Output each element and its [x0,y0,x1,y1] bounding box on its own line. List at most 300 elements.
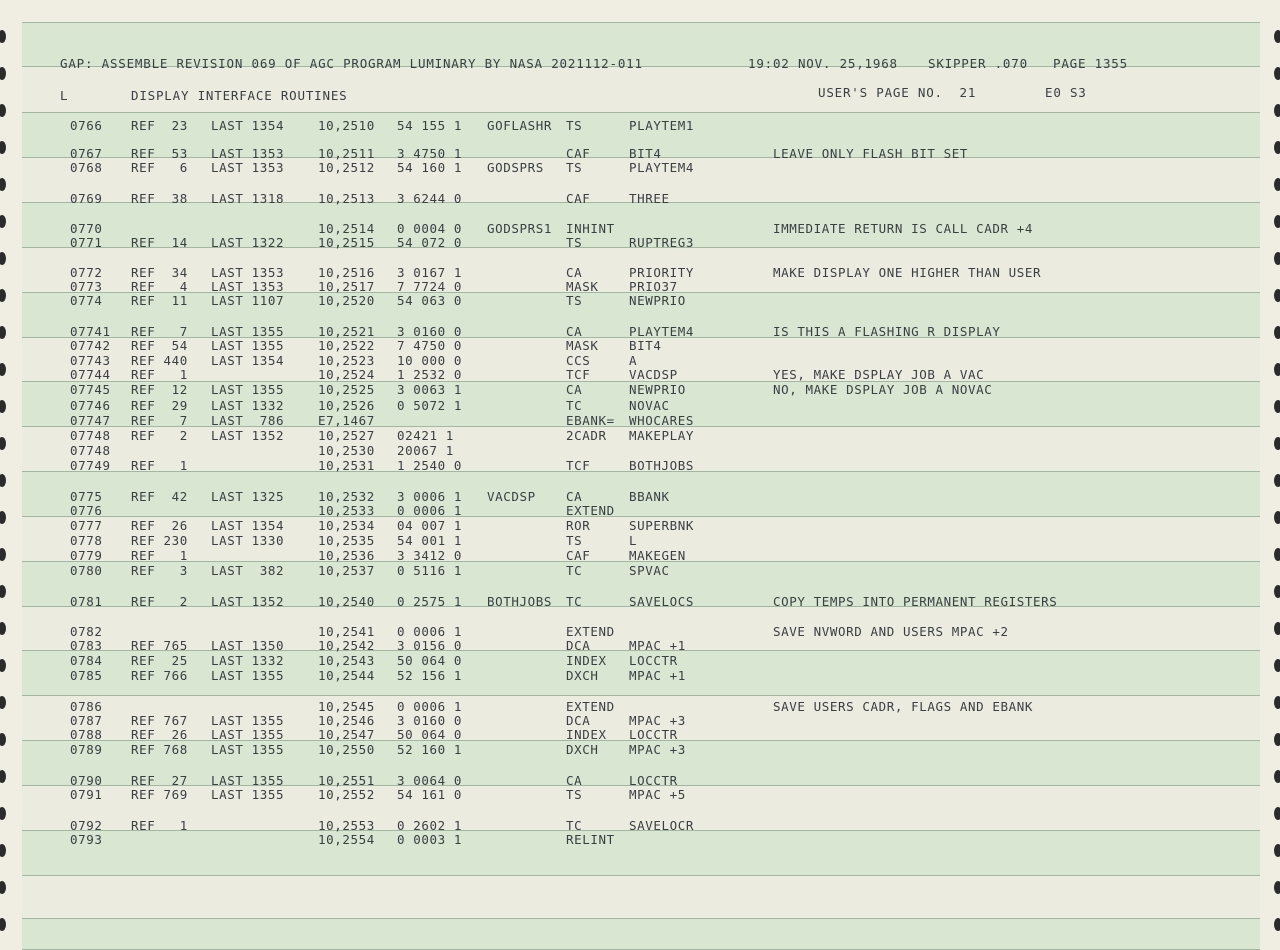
address: 10,2550 [318,742,375,757]
object-code: 0 0004 0 [397,221,463,236]
opcode: TC [566,594,583,609]
last-ref: LAST 1318 [211,191,285,206]
listing-row [0,192,1280,206]
object-code: 50 064 0 [397,727,463,742]
operand: MPAC +1 [629,668,686,683]
object-code: 3 0064 0 [397,773,463,788]
last-ref: LAST 1353 [211,146,285,161]
listing-skipper: SKIPPER .070 [928,56,1028,71]
feed-hole [1274,30,1280,43]
opcode: TS [566,787,583,802]
feed-hole [1274,67,1280,80]
feed-hole [1274,178,1280,191]
listing-row [0,700,1280,714]
opcode: CCS [566,353,591,368]
address: 10,2512 [318,160,375,175]
opcode: TC [566,818,583,833]
address: 10,2511 [318,146,375,161]
opcode: DCA [566,638,591,653]
address: 10,2522 [318,338,375,353]
address: 10,2513 [318,191,375,206]
listing-row [0,429,1280,443]
line-number: 07748 [70,443,111,458]
line-number: 0767 [70,146,103,161]
operand: BOTHJOBS [629,458,695,473]
line-number: 07741 [70,324,111,339]
line-number: 0786 [70,699,103,714]
opcode: DCA [566,713,591,728]
object-code: 1 2540 0 [397,458,463,473]
operand: SPVAC [629,563,670,578]
last-ref: LAST 1355 [211,787,285,802]
address: 10,2510 [318,118,375,133]
line-number: 07748 [70,428,111,443]
line-number: 07744 [70,367,111,382]
listing-row [0,549,1280,563]
object-code: 52 156 1 [397,668,463,683]
line-number: 0773 [70,279,103,294]
ref-count: REF 768 [131,742,188,757]
listing-row [0,339,1280,353]
last-ref: LAST 1355 [211,742,285,757]
object-code: 3 0167 1 [397,265,463,280]
listing-row [0,788,1280,802]
object-code: 54 155 1 [397,118,463,133]
listing-row [0,222,1280,236]
object-code: 0 5072 1 [397,398,463,413]
object-code: 3 0156 0 [397,638,463,653]
address: 10,2540 [318,594,375,609]
object-code: 54 161 0 [397,787,463,802]
operand: SAVELOCR [629,818,695,833]
opcode: INDEX [566,653,607,668]
address: 10,2532 [318,489,375,504]
listing-row [0,459,1280,473]
address: 10,2545 [318,699,375,714]
opcode: TC [566,563,583,578]
ref-count: REF 769 [131,787,188,802]
ref-count: REF 766 [131,668,188,683]
opcode: MASK [566,279,599,294]
last-ref: LAST 1332 [211,398,285,413]
object-code: 7 7724 0 [397,279,463,294]
object-code: 52 160 1 [397,742,463,757]
operand: MAKEPLAY [629,428,695,443]
opcode: CA [566,382,583,397]
opcode: CA [566,489,583,504]
last-ref: LAST 1353 [211,160,285,175]
address: 10,2537 [318,563,375,578]
operand: L [629,533,638,548]
opcode: TS [566,293,583,308]
opcode: TS [566,160,583,175]
address: 10,2542 [318,638,375,653]
symbol-label: BOTHJOBS [487,594,553,609]
line-number: 0788 [70,727,103,742]
comment: IS THIS A FLASHING R DISPLAY [773,324,1001,339]
operand: NOVAC [629,398,670,413]
feed-hole [1274,918,1280,931]
operand: VACDSP [629,367,678,382]
line-number: 0779 [70,548,103,563]
ref-count: REF 1 [131,458,188,473]
line-number: 0777 [70,518,103,533]
object-code: 0 0003 1 [397,832,463,847]
object-code: 3 0006 1 [397,489,463,504]
listing-marker: L [60,88,69,103]
feed-hole [0,178,6,191]
line-number: 0790 [70,773,103,788]
operand: BBANK [629,489,670,504]
object-code: 0 2602 1 [397,818,463,833]
opcode: CAF [566,146,591,161]
last-ref: LAST 1352 [211,594,285,609]
operand: MPAC +3 [629,742,686,757]
address: 10,2514 [318,221,375,236]
operand: PRIORITY [629,265,695,280]
last-ref: LAST 1353 [211,279,285,294]
line-number: 0787 [70,713,103,728]
listing-row [0,325,1280,339]
feed-hole [1274,104,1280,117]
address: 10,2534 [318,518,375,533]
listing-row [0,819,1280,833]
comment: MAKE DISPLAY ONE HIGHER THAN USER [773,265,1042,280]
ref-count: REF 26 [131,518,188,533]
object-code: 7 4750 0 [397,338,463,353]
ref-count: REF 230 [131,533,188,548]
ref-count: REF 12 [131,382,188,397]
feed-hole [0,30,6,43]
line-number: 0766 [70,118,103,133]
operand: PLAYTEM4 [629,324,695,339]
listing-row [0,654,1280,668]
ref-count: REF 7 [131,324,188,339]
ref-count: REF 29 [131,398,188,413]
last-ref: LAST 1354 [211,518,285,533]
comment: SAVE USERS CADR, FLAGS AND EBANK [773,699,1034,714]
symbol-label: GOFLASHR [487,118,553,133]
address: 10,2531 [318,458,375,473]
object-code: 54 063 0 [397,293,463,308]
object-code: 0 0006 1 [397,624,463,639]
opcode: EXTEND [566,503,615,518]
last-ref: LAST 1330 [211,533,285,548]
last-ref: LAST 1354 [211,118,285,133]
object-code: 0 0006 1 [397,699,463,714]
last-ref: LAST 1352 [211,428,285,443]
opcode: RELINT [566,832,615,847]
address: 10,2552 [318,787,375,802]
line-number: 07746 [70,398,111,413]
address: 10,2525 [318,382,375,397]
listing-row [0,669,1280,683]
address: 10,2515 [318,235,375,250]
address: 10,2521 [318,324,375,339]
operand: PLAYTEM1 [629,118,695,133]
line-number: 07745 [70,382,111,397]
line-number: 07742 [70,338,111,353]
listing-row [0,414,1280,428]
opcode: TS [566,118,583,133]
comment: NO, MAKE DSPLAY JOB A NOVAC [773,382,993,397]
operand: NEWPRIO [629,382,686,397]
object-code: 10 000 0 [397,353,463,368]
address: 10,2523 [318,353,375,368]
last-ref: LAST 1355 [211,338,285,353]
operand: LOCCTR [629,653,678,668]
ref-count: REF 2 [131,594,188,609]
last-ref: LAST 382 [211,563,285,578]
feed-hole [1274,474,1280,487]
object-code: 0 5116 1 [397,563,463,578]
last-ref: LAST 1325 [211,489,285,504]
line-number: 0781 [70,594,103,609]
listing-row [0,625,1280,639]
last-ref: LAST 1353 [211,265,285,280]
feed-hole [1274,252,1280,265]
line-number: 0789 [70,742,103,757]
opcode: EBANK= [566,413,615,428]
line-number: 0770 [70,221,103,236]
operand: LOCCTR [629,727,678,742]
listing-row [0,266,1280,280]
object-code: 54 001 1 [397,533,463,548]
operand: MPAC +1 [629,638,686,653]
ref-count: REF 11 [131,293,188,308]
object-code: 50 064 0 [397,653,463,668]
address: 10,2526 [318,398,375,413]
feed-hole [0,104,6,117]
opcode: TCF [566,458,591,473]
listing-row [0,774,1280,788]
opcode: TCF [566,367,591,382]
last-ref: LAST 1354 [211,353,285,368]
line-number: 0782 [70,624,103,639]
address: 10,2524 [318,367,375,382]
listing-row [0,119,1280,133]
address: 10,2546 [318,713,375,728]
operand: BIT4 [629,338,662,353]
line-number: 0771 [70,235,103,250]
ref-count: REF 53 [131,146,188,161]
listing-row [0,564,1280,578]
ref-count: REF 23 [131,118,188,133]
object-code: 54 072 0 [397,235,463,250]
listing-row [0,147,1280,161]
line-number: 0776 [70,503,103,518]
line-number: 0768 [70,160,103,175]
listing-row [0,490,1280,504]
listing-row [0,833,1280,847]
listing-row [0,161,1280,175]
feed-hole [1274,881,1280,894]
line-number: 0774 [70,293,103,308]
line-number: 0783 [70,638,103,653]
feed-hole [0,918,6,931]
listing-code: E0 S3 [1045,85,1087,100]
line-number: 07749 [70,458,111,473]
last-ref: LAST 1107 [211,293,285,308]
object-code: 3 4750 1 [397,146,463,161]
opcode: TC [566,398,583,413]
ref-count: REF 27 [131,773,188,788]
operand: MAKEGEN [629,548,686,563]
operand: THREE [629,191,670,206]
ref-count: REF 54 [131,338,188,353]
symbol-label: GODSPRS1 [487,221,553,236]
opcode: DXCH [566,742,599,757]
listing-row [0,743,1280,757]
object-code: 3 0160 0 [397,324,463,339]
address: 10,2533 [318,503,375,518]
opcode: 2CADR [566,428,607,443]
object-code: 3 0063 1 [397,382,463,397]
opcode: CAF [566,191,591,206]
last-ref: LAST 1355 [211,382,285,397]
paper-band [22,918,1260,950]
last-ref: LAST 1355 [211,773,285,788]
comment: COPY TEMPS INTO PERMANENT REGISTERS [773,594,1058,609]
listing-row [0,383,1280,397]
ref-count: REF 38 [131,191,188,206]
operand: RUPTREG3 [629,235,695,250]
listing-page-number: PAGE 1355 [1053,56,1128,71]
line-number: 0775 [70,489,103,504]
ref-count: REF 1 [131,548,188,563]
opcode: CA [566,265,583,280]
line-number: 07747 [70,413,111,428]
comment: SAVE NVWORD AND USERS MPAC +2 [773,624,1009,639]
operand: PRIO37 [629,279,678,294]
listing-row [0,504,1280,518]
last-ref: LAST 1332 [211,653,285,668]
ref-count: REF 767 [131,713,188,728]
listing-row [0,399,1280,413]
object-code: 54 160 1 [397,160,463,175]
address: 10,2527 [318,428,375,443]
line-number: 0793 [70,832,103,847]
object-code: 3 3412 0 [397,548,463,563]
listing-row [0,519,1280,533]
line-number: 0785 [70,668,103,683]
address: 10,2553 [318,818,375,833]
address: 10,2536 [318,548,375,563]
line-number: 0780 [70,563,103,578]
listing-datetime: 19:02 NOV. 25,1968 [748,56,898,71]
opcode: EXTEND [566,624,615,639]
ref-count: REF 34 [131,265,188,280]
object-code: 3 0160 0 [397,713,463,728]
address: 10,2547 [318,727,375,742]
operand: WHOCARES [629,413,695,428]
opcode: ROR [566,518,591,533]
ref-count: REF 6 [131,160,188,175]
last-ref: LAST 1355 [211,727,285,742]
comment: LEAVE ONLY FLASH BIT SET [773,146,969,161]
opcode: CA [566,324,583,339]
line-number: 0791 [70,787,103,802]
opcode: TS [566,533,583,548]
listing-row [0,444,1280,458]
opcode: MASK [566,338,599,353]
ref-count: REF 25 [131,653,188,668]
last-ref: LAST 1350 [211,638,285,653]
line-number: 07743 [70,353,111,368]
opcode: INHINT [566,221,615,236]
ref-count: REF 765 [131,638,188,653]
address: 10,2520 [318,293,375,308]
last-ref: LAST 1355 [211,713,285,728]
address: 10,2530 [318,443,375,458]
listing-row [0,728,1280,742]
address: E7,1467 [318,413,375,428]
operand: MPAC +3 [629,713,686,728]
ref-count: REF 1 [131,818,188,833]
last-ref: LAST 1355 [211,324,285,339]
listing-row [0,368,1280,382]
comment: YES, MAKE DSPLAY JOB A VAC [773,367,985,382]
object-code: 0 0006 1 [397,503,463,518]
ref-count: REF 14 [131,235,188,250]
address: 10,2535 [318,533,375,548]
object-code: 02421 1 [397,428,454,443]
ref-count: REF 1 [131,367,188,382]
object-code: 20067 1 [397,443,454,458]
line-number: 0772 [70,265,103,280]
listing-row [0,236,1280,250]
opcode: TS [566,235,583,250]
last-ref: LAST 786 [211,413,285,428]
operand: LOCCTR [629,773,678,788]
section-title: DISPLAY INTERFACE ROUTINES [131,88,348,103]
operand: SAVELOCS [629,594,695,609]
opcode: DXCH [566,668,599,683]
ref-count: REF 3 [131,563,188,578]
last-ref: LAST 1322 [211,235,285,250]
ref-count: REF 4 [131,279,188,294]
users-page-number: USER'S PAGE NO. 21 [818,85,977,100]
line-number: 0792 [70,818,103,833]
listing-row [0,294,1280,308]
listing-title: GAP: ASSEMBLE REVISION 069 OF AGC PROGRAM LUMINARY BY NASA 2021112-011 [60,56,643,71]
symbol-label: GODSPRS [487,160,544,175]
last-ref: LAST 1355 [211,668,285,683]
feed-hole [0,252,6,265]
opcode: CAF [566,548,591,563]
feed-hole [0,474,6,487]
operand: A [629,353,638,368]
operand: SUPERBNK [629,518,695,533]
address: 10,2544 [318,668,375,683]
opcode: CA [566,773,583,788]
symbol-label: VACDSP [487,489,536,504]
object-code: 1 2532 0 [397,367,463,382]
ref-count: REF 440 [131,353,188,368]
opcode: INDEX [566,727,607,742]
address: 10,2517 [318,279,375,294]
listing-row [0,354,1280,368]
ref-count: REF 26 [131,727,188,742]
operand: BIT4 [629,146,662,161]
listing-row [0,714,1280,728]
line-number: 0784 [70,653,103,668]
listing-row [0,534,1280,548]
listing-row [0,639,1280,653]
address: 10,2541 [318,624,375,639]
address: 10,2543 [318,653,375,668]
object-code: 3 6244 0 [397,191,463,206]
